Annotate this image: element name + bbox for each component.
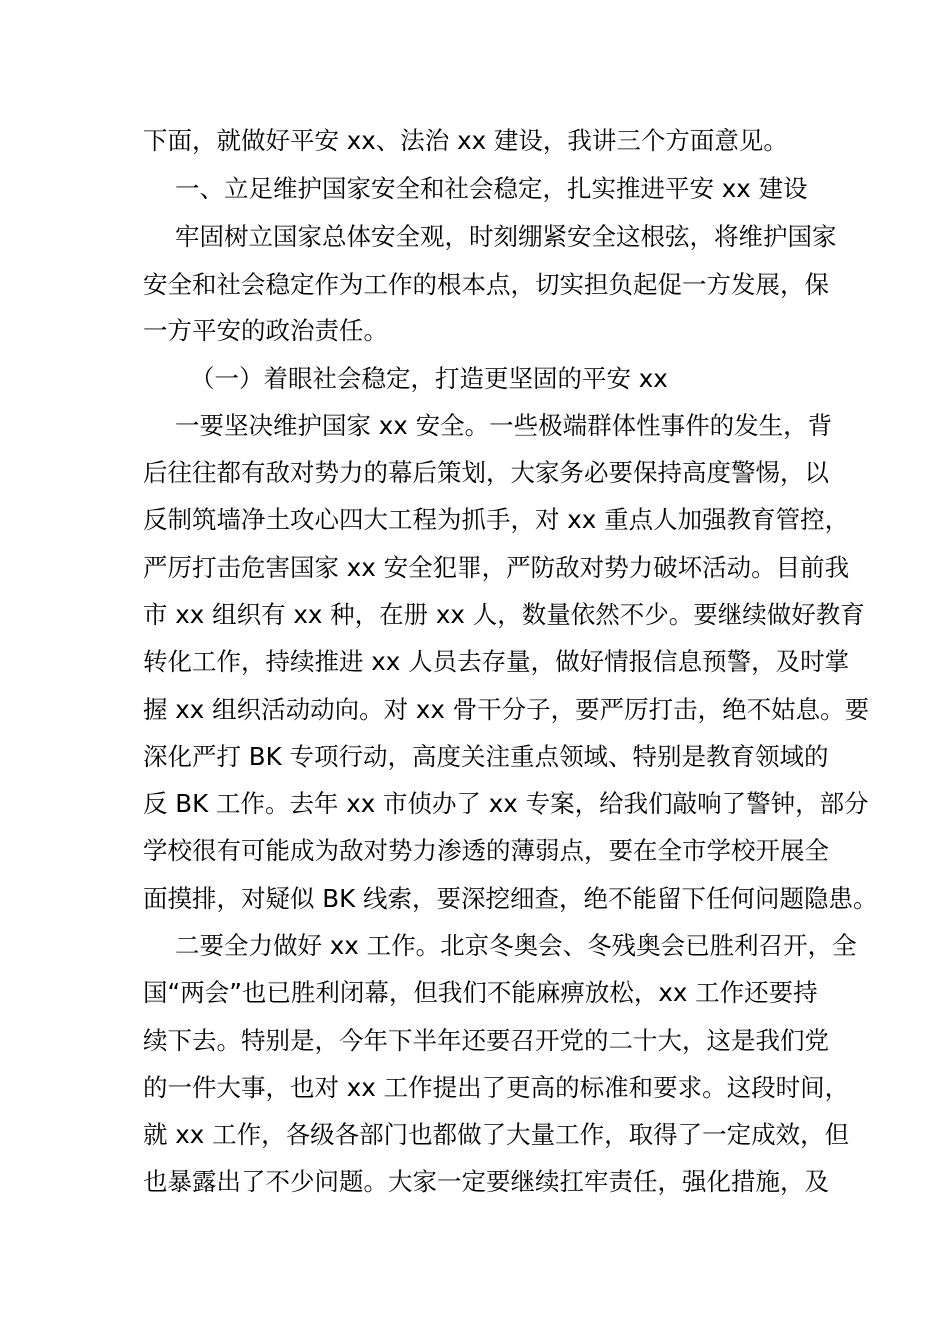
paragraph-line: 二要全力做好 xx 工作。北京冬奥会、冬残奥会已胜利召开，全	[175, 931, 857, 960]
paragraph-line: 反 BK 工作。去年 xx 市侦办了 xx 专案，给我们敲响了警钟，部分	[143, 789, 869, 818]
paragraph-line: 市 xx 组织有 xx 种，在册 xx 人，数量依然不少。要继续做好教育	[143, 600, 865, 629]
paragraph-line: 面摸排，对疑似 BK 线索，要深挖细查，绝不能留下任何问题隐患。	[143, 884, 878, 913]
paragraph-line: 学校很有可能成为敌对势力渗透的薄弱点，要在全市学校开展全	[143, 836, 829, 865]
paragraph-line: 严厉打击危害国家 xx 安全犯罪，严防敌对势力破坏活动。目前我	[143, 553, 850, 582]
paragraph-line: 一要坚决维护国家 xx 安全。一些极端群体性事件的发生，背	[175, 411, 833, 440]
paragraph-line: 反制筑墙净土攻心四大工程为抓手，对 xx 重点人加强教育管控，	[143, 505, 850, 534]
paragraph-line: 的一件大事，也对 xx 工作提出了更高的标准和要求。这段时间，	[143, 1073, 850, 1102]
paragraph-line: 就 xx 工作，各级各部门也都做了大量工作，取得了一定成效，但	[143, 1120, 850, 1149]
paragraph-line: 深化严打 BK 专项行动，高度关注重点领域、特别是教育领域的	[143, 742, 829, 771]
paragraph-line: 转化工作，持续推进 xx 人员去存量，做好情报信息预警，及时掌	[143, 647, 850, 676]
paragraph-line: 续下去。特别是，今年下半年还要召开党的二十大，这是我们党	[143, 1026, 829, 1055]
section-heading: 一、立足维护国家安全和社会稳定，扎实推进平安 xx 建设	[175, 174, 808, 203]
subsection-heading: （一）着眼社会稳定，打造更坚固的平安 xx	[190, 364, 668, 393]
paragraph-line: 一方平安的政治责任。	[143, 316, 388, 345]
paragraph-line: 安全和社会稳定作为工作的根本点，切实担负起促一方发展，保	[143, 270, 829, 299]
paragraph-line: 下面，就做好平安 xx、法治 xx 建设，我讲三个方面意见。	[143, 126, 788, 155]
paragraph-line: 后往往都有敌对势力的幕后策划，大家务必要保持高度警惕，以	[143, 458, 829, 487]
paragraph-line: 握 xx 组织活动动向。对 xx 骨干分子，要严厉打击，绝不姑息。要	[143, 695, 870, 724]
paragraph-line: 也暴露出了不少问题。大家一定要继续扛牢责任，强化措施，及	[143, 1167, 829, 1196]
paragraph-line: 牢固树立国家总体安全观，时刻绷紧安全这根弦，将维护国家	[175, 222, 837, 251]
paragraph-line: 国“两会”也已胜利闭幕，但我们不能麻痹放松，xx 工作还要持	[143, 978, 818, 1007]
